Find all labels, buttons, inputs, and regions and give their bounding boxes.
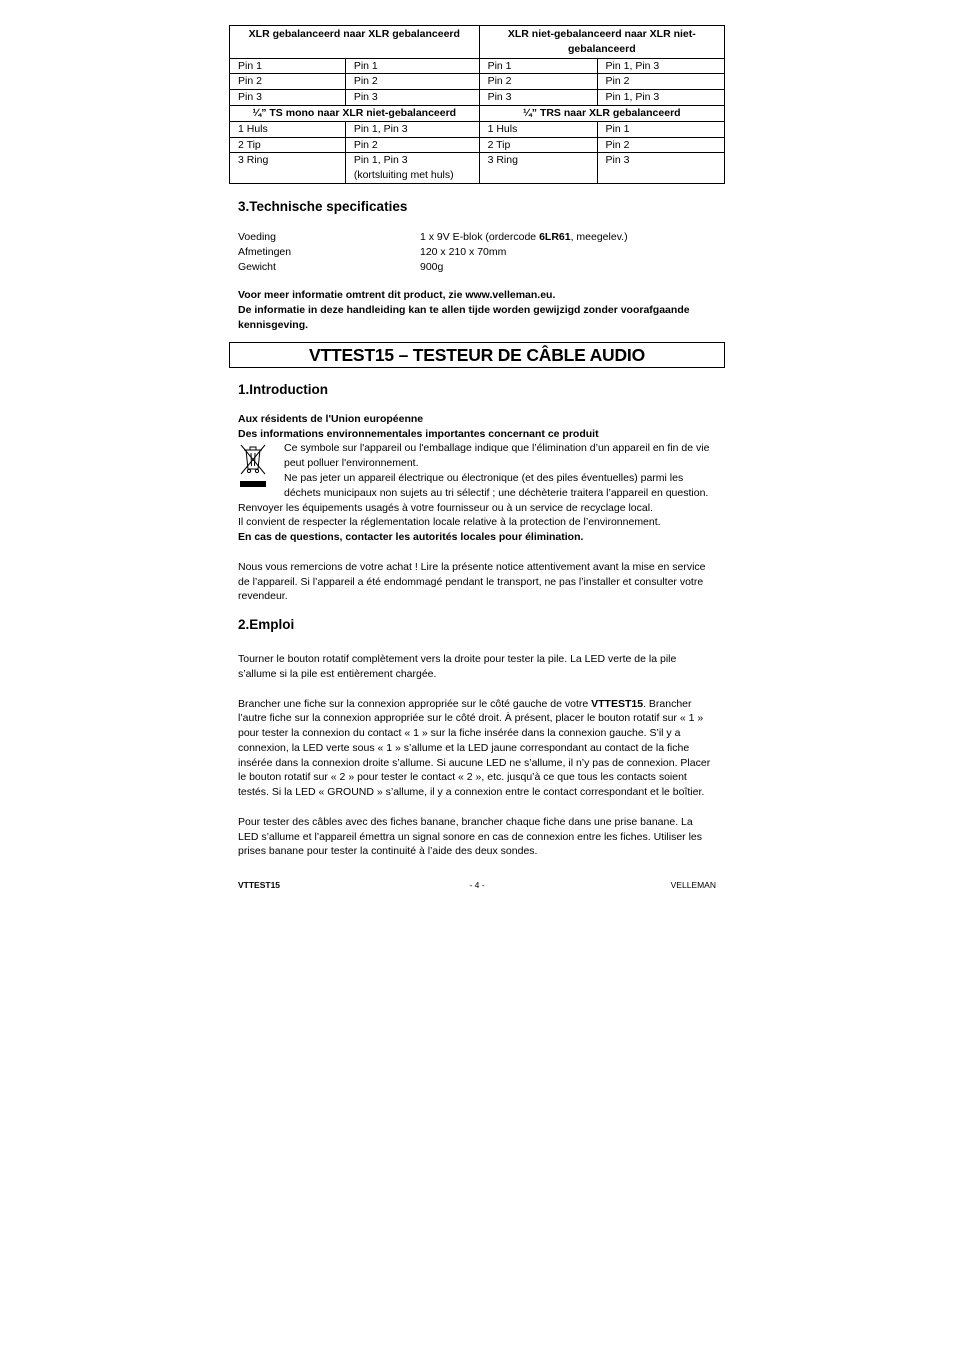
table-cell: Pin 1 bbox=[230, 58, 346, 74]
weee-bar bbox=[240, 481, 266, 487]
table-cell: Pin 3 bbox=[597, 153, 724, 184]
table-row bbox=[230, 121, 725, 137]
table-header-row bbox=[230, 105, 725, 121]
table-cell: Pin 1, Pin 3 bbox=[597, 90, 724, 106]
weee-paragraph: Ne pas jeter un appareil électrique ou électronique (et des piles éventuelles) parmi les déchets municipaux non sujets au tri sélectif ; une déchèterie traitera l’appareil en question. bbox=[284, 471, 709, 499]
table-cell: Pin 2 bbox=[345, 74, 479, 90]
spec-value-text: 1 x 9V E-blok (ordercode bbox=[420, 230, 540, 243]
spec-list bbox=[238, 230, 716, 274]
table-cell: Pin 1 bbox=[345, 58, 479, 74]
table-cell: Pin 2 bbox=[230, 74, 346, 90]
table-cell: 3 Ring bbox=[230, 153, 346, 184]
spec-value-text: , meegelev.) bbox=[570, 230, 628, 243]
environment-heading: Des informations environnementales importantes concernant ce produit bbox=[238, 427, 599, 440]
table-cell: Pin 1 bbox=[597, 121, 724, 137]
table-row bbox=[230, 90, 725, 106]
use-paragraph: Tourner le bouton rotatif complètement vers la droite pour tester la pile. La LED verte de la pile s’allume si la pile est entièrement chargée. bbox=[238, 653, 677, 680]
more-info-note: Voor meer informatie omtrent dit product, zie www.velleman.eu. bbox=[238, 289, 556, 302]
footer-brand: VELLEMAN bbox=[670, 880, 716, 890]
use-text: Brancher une fiche sur la connexion appropriée sur le côté gauche de votre bbox=[238, 697, 592, 710]
section-title-box bbox=[229, 342, 725, 368]
spec-label: Gewicht bbox=[238, 260, 276, 273]
spec-row bbox=[238, 230, 716, 245]
table-cell: Pin 1 bbox=[479, 58, 597, 74]
spec-row bbox=[238, 245, 716, 260]
table-row bbox=[230, 153, 725, 184]
intro-heading: 1.Introduction bbox=[238, 381, 328, 397]
table-cell: 2 Tip bbox=[230, 137, 346, 153]
product-code: VTTEST15 bbox=[591, 697, 644, 710]
page-content bbox=[229, 25, 725, 859]
pinout-table bbox=[229, 25, 725, 184]
table-cell: Pin 2 bbox=[597, 74, 724, 90]
disclaimer-note: De informatie in deze handleiding kan te allen tijde worden gewijzigd zonder voorafgaande kennisgeving. bbox=[238, 304, 690, 331]
spec-value: 120 x 210 x 70mm bbox=[420, 245, 507, 258]
spec-row bbox=[238, 260, 716, 275]
table-cell: Pin 3 bbox=[230, 90, 346, 106]
table-cell bbox=[345, 153, 479, 184]
weee-text bbox=[284, 441, 716, 500]
thanks-paragraph: Nous vous remercions de votre achat ! Lire la présente notice attentivement avant la mise en service de l’appareil. Si l’appareil a été endommagé pendant le transport, ne pas l’installer et consulter votre revendeur. bbox=[238, 560, 706, 603]
eu-heading: Aux résidents de l'Union européenne bbox=[238, 412, 424, 425]
use-paragraph: Pour tester des câbles avec des fiches banane, brancher chaque fiche dans une prise banane. La LED s’allume et l’appareil émettra un signal sonore en cas de connexion entre les fiches. Utiliser les prises banane pour tester la continuité à l’aide des deux sondes. bbox=[238, 815, 702, 858]
weee-symbol bbox=[238, 441, 284, 500]
spec-value: 900g bbox=[420, 260, 444, 273]
table-cell: Pin 3 bbox=[479, 90, 597, 106]
table-cell: Pin 2 bbox=[345, 137, 479, 153]
weee-paragraph: Il convient de respecter la réglementation locale relative à la protection de l’environnement. bbox=[238, 516, 661, 529]
table-cell: Pin 2 bbox=[479, 74, 597, 90]
table-row bbox=[230, 137, 725, 153]
footer-model: VTTEST15 bbox=[238, 880, 281, 890]
table-cell: Pin 2 bbox=[597, 137, 724, 153]
table-header-ts-mono: ¼” TS mono naar XLR niet-gebalanceerd bbox=[230, 105, 480, 121]
table-cell: Pin 3 bbox=[345, 90, 479, 106]
spec-value bbox=[420, 230, 628, 245]
table-cell: Pin 1, Pin 3 bbox=[345, 121, 479, 137]
weee-contact-note: En cas de questions, contacter les autorités locales pour élimination. bbox=[238, 531, 584, 544]
table-cell: Pin 1, Pin 3 bbox=[597, 58, 724, 74]
table-cell: 2 Tip bbox=[479, 137, 597, 153]
specs-heading: 3.Technische specificaties bbox=[238, 198, 408, 214]
spec-ordercode: 6LR61 bbox=[539, 230, 571, 243]
weee-paragraph: Renvoyer les équipements usagés à votre fournisseur ou à un service de recyclage local. bbox=[238, 501, 653, 514]
table-cell: 3 Ring bbox=[479, 153, 597, 184]
use-paragraph bbox=[238, 697, 716, 801]
table-header-xlr-balanced: XLR gebalanceerd naar XLR gebalanceerd bbox=[230, 26, 480, 59]
crossed-bin-icon bbox=[238, 441, 268, 479]
use-heading: 2.Emploi bbox=[238, 617, 295, 633]
cell-note: (kortsluiting met huls) bbox=[353, 169, 454, 182]
table-header-trs: ¼” TRS naar XLR gebalanceerd bbox=[479, 105, 724, 121]
table-header-row bbox=[230, 26, 725, 59]
use-text: . Brancher l’autre fiche sur la connexion appropriée sur le côté droit. À présent, placer le bouton rotatif sur « 1 » pour tester la connexion du contact « 1 » sur la fiche insérée dans la connexion gauche. S’il y a connexion, la LED verte sous « 1 » s’allume et la LED jaune correspondant au contact de la fiche insérée dans la connexion droite s’allume. Si aucune LED ne s’allume, il n’y pas de connexion. Placer le bouton rotatif sur « 2 » pour tester le contact « 2 », etc. jusqu’à ce que tous les contacts soient testés. Si la LED « GROUND » s’allume, il y a connexion entre le contact correspondant et le boîtier. bbox=[238, 697, 711, 799]
table-header-xlr-unbalanced: XLR niet-gebalanceerd naar XLR niet-gebalanceerd bbox=[479, 26, 724, 59]
table-row bbox=[230, 74, 725, 90]
spec-label: Afmetingen bbox=[238, 245, 292, 258]
table-cell: 1 Huls bbox=[479, 121, 597, 137]
footer-page-number: - 4 - bbox=[469, 880, 485, 890]
spec-label: Voeding bbox=[238, 230, 276, 243]
cell-line: Pin 1, Pin 3 bbox=[353, 154, 408, 167]
table-cell: 1 Huls bbox=[230, 121, 346, 137]
weee-paragraph: Ce symbole sur l'appareil ou l'emballage indique que l’élimination d’un appareil en fin de vie peut polluer l'environnement. bbox=[284, 442, 710, 470]
weee-block bbox=[238, 441, 716, 500]
main-title: VTTEST15 – TESTEUR DE CÂBLE AUDIO bbox=[309, 344, 645, 365]
table-row bbox=[230, 58, 725, 74]
